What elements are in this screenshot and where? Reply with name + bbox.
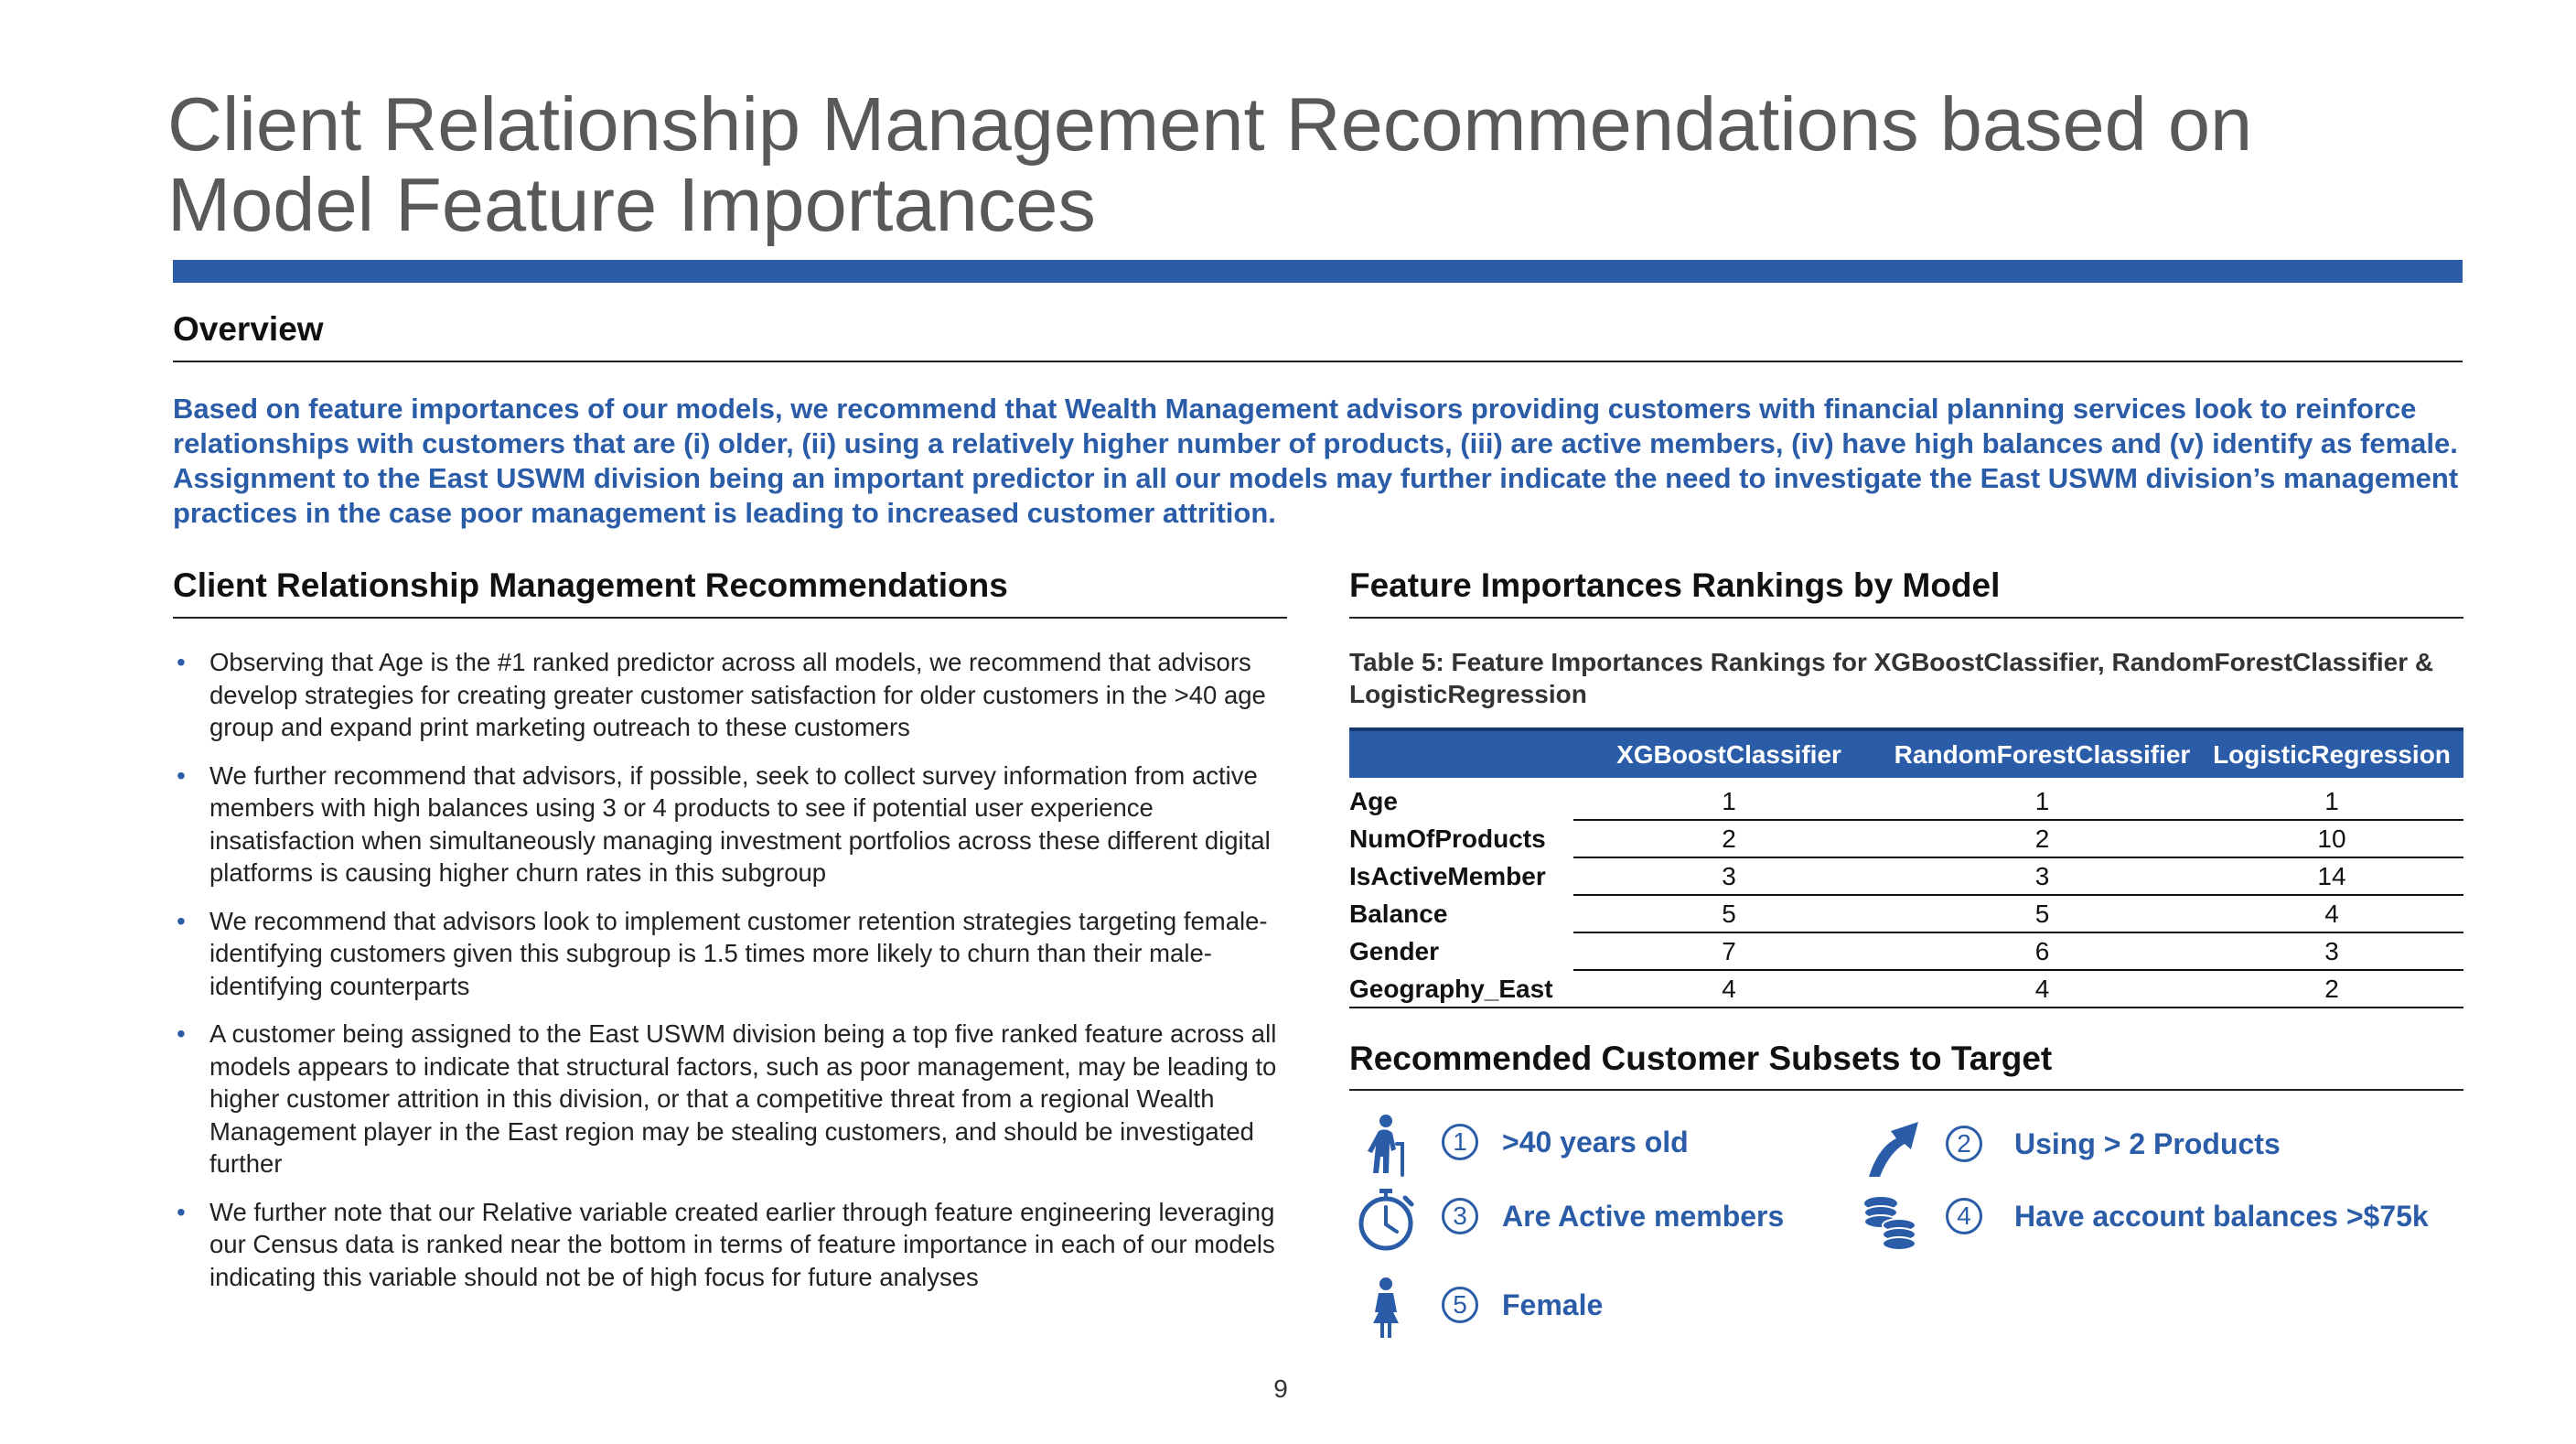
feature-name: NumOfProducts: [1349, 824, 1546, 853]
rank-cell: 1: [2324, 787, 2339, 815]
rank-cell: 1: [1722, 787, 1736, 815]
table-row: [1349, 971, 2463, 1008]
overview-divider: [173, 361, 2463, 362]
rank-cell: 7: [1722, 937, 1736, 965]
table-row: [1349, 896, 2463, 933]
feature-name: Age: [1349, 787, 1398, 815]
rank-cell: 10: [2317, 824, 2346, 853]
bullet-icon: •: [177, 1019, 186, 1048]
elderly-person-icon: [1354, 1113, 1418, 1177]
rankings-table-header: [1349, 727, 2463, 778]
feature-name: IsActiveMember: [1349, 862, 1546, 890]
bullet-icon: •: [177, 906, 186, 935]
recommendation-item: • We further note that our Relative variable created earlier through feature engineering leveraging our Census data is ranked near the bottom in terms of feature importance in each of our models indicating this variable should not be of high focus for future analyses: [177, 1197, 1275, 1291]
bullet-icon: •: [177, 1197, 186, 1226]
target-number-badge: 4: [1946, 1198, 1982, 1234]
rank-cell: 2: [2034, 824, 2050, 853]
table-caption: Table 5: Feature Importances Rankings for XGBoostClassifier, RandomForestClassifier & LogisticRegression: [1349, 648, 2434, 708]
target-label: Have account balances >$75k: [2014, 1200, 2429, 1233]
column-header-randomforest: RandomForestClassifier: [1894, 740, 2191, 769]
rank-cell: 14: [2317, 862, 2346, 890]
target-number-badge: 2: [1946, 1126, 1982, 1162]
recommendations-list: [173, 646, 1280, 1309]
feature-name: Balance: [1349, 900, 1448, 928]
page-number: 9: [1273, 1374, 1288, 1403]
targets-heading: Recommended Customer Subsets to Target: [1349, 1040, 2053, 1077]
table-row: [1349, 821, 2463, 858]
table-row: [1349, 858, 2463, 896]
column-header-xgboost: XGBoostClassifier: [1616, 740, 1841, 769]
rank-cell: 4: [1722, 975, 1736, 1003]
table-row: [1349, 783, 2463, 821]
recommendations-heading: Client Relationship Management Recommendations: [173, 566, 1008, 604]
rankings-heading: Feature Importances Rankings by Model: [1349, 566, 2001, 604]
target-number-badge: 1: [1442, 1124, 1478, 1160]
rankings-divider: [1349, 617, 2463, 619]
rank-cell: 3: [2034, 862, 2050, 890]
recommendations-divider: [173, 617, 1287, 619]
rank-cell: 1: [2034, 787, 2050, 815]
column-header-logistic: LogisticRegression: [2213, 740, 2451, 769]
rank-cell: 4: [2324, 900, 2339, 928]
recommendation-item: • We further recommend that advisors, if possible, seek to collect survey information from active members with high balances using 3 or 4 products to see if potential user experience insatisfaction when simultaneously managing investment portfolios across these different digital platforms is causing higher churn rates in this subgroup: [177, 760, 1271, 887]
target-item-balances: [1857, 1187, 2465, 1251]
recommendation-item: • We recommend that advisors look to implement customer retention strategies targeting female-identifying customers given this subgroup is 1.5 times more likely to churn than their male-identifying counterparts: [177, 906, 1268, 1000]
female-person-icon: [1354, 1276, 1418, 1340]
feature-name: Gender: [1349, 937, 1440, 965]
rank-cell: 3: [1722, 862, 1736, 890]
rank-cell: 5: [2034, 900, 2050, 928]
recommendation-item: • A customer being assigned to the East USWM division being a top five ranked feature across all models appears to indicate that structural factors, such as poor management, may be leading to higher customer attrition in this division, or that a competitive threat from a regional Wealth Management player in the East region may be stealing customers, and should be investigated further: [177, 1019, 1277, 1178]
target-number-badge: 5: [1442, 1287, 1478, 1323]
targets-divider: [1349, 1089, 2463, 1091]
overview-text: Based on feature importances of our models, we recommend that Wealth Management advisors providing customers with financial planning services look to reinforce relationships with customers that are (i) older, (ii) using a relatively higher number of products, (iii) are active members, (iv) have high balances and (v) identify as female. Assignment to the East USWM division being an important predictor in all our models may further indicate the need to investigate the East USWM division’s management practices in the case poor management is leading to increased customer attrition.: [173, 393, 2459, 529]
growth-arrow-icon: [1862, 1115, 1926, 1179]
bullet-icon: •: [177, 760, 186, 790]
rank-cell: 2: [1722, 824, 1736, 853]
overview-heading: Overview: [173, 310, 324, 348]
target-label: Using > 2 Products: [2014, 1127, 2281, 1160]
table-row: [1349, 933, 2463, 971]
target-number-badge: 3: [1442, 1198, 1478, 1234]
target-item-products: [1862, 1115, 2465, 1179]
rank-cell: 3: [2324, 937, 2339, 965]
row-divider: [1349, 1007, 2463, 1008]
target-label: Female: [1502, 1288, 1604, 1321]
rank-cell: 2: [2324, 975, 2339, 1003]
feature-name: Geography_East: [1349, 975, 1553, 1003]
target-label: Are Active members: [1502, 1200, 1785, 1233]
target-item-female: [1354, 1276, 1994, 1340]
bullet-icon: •: [177, 648, 186, 676]
recommendation-item: • Observing that Age is the #1 ranked predictor across all models, we recommend that advisors develop strategies for creating greater customer satisfaction for older customers in the >40 age group and expand print marketing outreach to these customers: [177, 648, 1266, 741]
coin-stack-icon: [1857, 1187, 1921, 1251]
rank-cell: 6: [2034, 937, 2050, 965]
rank-cell: 4: [2034, 975, 2050, 1003]
title-accent-bar: [173, 260, 2463, 283]
target-label: >40 years old: [1502, 1126, 1689, 1158]
slide-title: Client Relationship Management Recommendations based on Model Feature Importances: [167, 81, 2253, 247]
stopwatch-icon: [1354, 1187, 1418, 1251]
rank-cell: 5: [1722, 900, 1736, 928]
